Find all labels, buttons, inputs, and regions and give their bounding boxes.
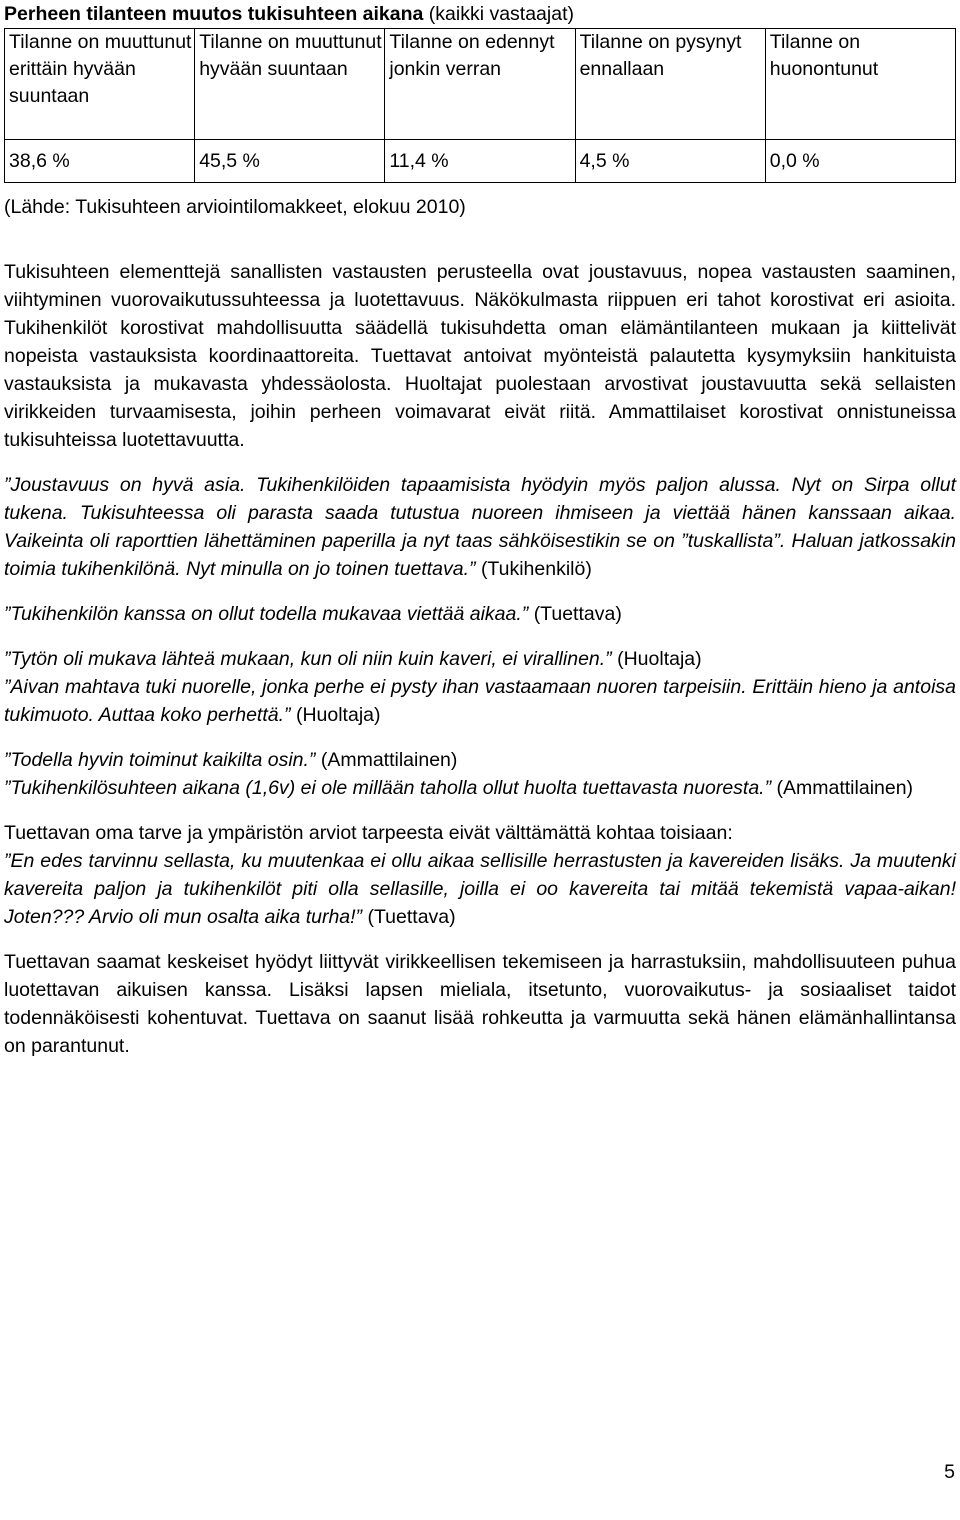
table-title-note: (kaikki vastaajat) <box>428 3 574 25</box>
paragraph-2-intro: Tuettavan oma tarve ja ympäristön arviot tarpeesta eivät välttämättä kohtaa toisiaan: <box>4 821 733 844</box>
quote-tuettava-2 <box>4 847 956 931</box>
quote-huoltaja-2 <box>4 673 956 729</box>
quote-speaker: (Huoltaja) <box>617 647 702 670</box>
quote-text: ”Tukihenkilön kanssa on ollut todella mukavaa viettää aikaa.” <box>4 602 529 625</box>
paragraph-1: Tukisuhteen elementtejä sanallisten vastausten perusteella ovat joustavuus, nopea vastausten saaminen, viihtyminen vuorovaikutussuhteessa ja luotettavuus. Näkökulmasta riippuen eri tahot korostivat eri asioita. Tukihenkilöt korostivat mahdollisuutta säädellä tukisuhdetta oman elämäntilanteen mukaan ja kiittelivät nopeista vastauksista koordinaattoreita. Tuettavat antoivat myönteistä palautetta kysymyksiin hankituista vastauksista ja mukavasta yhdessäolosta. Huoltajat puolestaan arvostivat joustavuutta sekä sellaisten virikkeiden turvaamisesta, joihin perheen voimavarat eivät riitä. Ammattilaiset korostivat onnistuneissa tukisuhteissa luotettavuutta. <box>4 260 956 451</box>
table-header-cell: Tilanne on muuttunut erittäin hyvään suuntaan <box>5 29 195 140</box>
table-header-cell: Tilanne on huonontunut <box>765 29 955 140</box>
quote-text: ”En edes tarvinnu sellasta, ku muutenkaa ei ollu aikaa sellisille herrastusten ja kavereiden lisäks. Ja muutenki kavereita paljon ja tukihenkilöt piti olla sellasille, joilla ei oo kavereita tai mitää tekemistä vapaa-aikan! Joten??? Arvio oli mun osalta aika turha!” <box>4 849 956 928</box>
table-caption <box>4 0 956 28</box>
table-value-cell: 4,5 % <box>575 140 765 183</box>
quote-ammattilainen-2 <box>4 774 956 802</box>
quote-speaker: (Ammattilainen) <box>320 748 458 771</box>
paragraph-3: Tuettavan saamat keskeiset hyödyt liittyvät virikkeellisen tekemiseen ja harrastuksiin, mahdollisuuteen puhua luotettavan aikuisen kanssa. Lisäksi lapsen mieliala, itsetunto, vuorovaikutus- ja sosiaaliset taidot todennäköisesti kohentuvat. Tuettava on saanut lisää rohkeutta ja varmuutta sekä hänen elämänhallintansa on parantunut. <box>4 950 956 1057</box>
quote-text: ”Tytön oli mukava lähteä mukaan, kun oli niin kuin kaveri, ei virallinen.” <box>4 647 612 670</box>
table-header-cell: Tilanne on pysynyt ennallaan <box>575 29 765 140</box>
quote-speaker: (Huoltaja) <box>295 703 381 726</box>
source-note: (Lähde: Tukisuhteen arviointilomakkeet, elokuu 2010) <box>4 196 466 218</box>
quote-text: ”Joustavuus on hyvä asia. Tukihenkilöiden tapaamisista hyödyin myös paljon alussa. Nyt on Sirpa ollut tukena. Tukisuhteessa oli parasta saada tutustua nuoreen ihmiseen ja viettää hänen kanssaan aikaa. Vaikeinta oli raporttien lähettäminen paperilla ja nyt taas sähköisestikin se on ”tuskallista”. Haluan jatkossakin toimia tukihenkilönä. Nyt minulla on jo toinen tuettava.” <box>4 473 956 580</box>
table-value-cell: 38,6 % <box>5 140 195 183</box>
quote-tuettava <box>4 600 956 628</box>
document-page <box>4 0 956 1060</box>
quote-text: ”Tukihenkilösuhteen aikana (1,6v) ei ole millään taholla ollut huolta tuettavasta nuoresta.” <box>4 776 772 799</box>
table-value-cell: 11,4 % <box>385 140 575 183</box>
quote-text: ”Aivan mahtava tuki nuorelle, jonka perhe ei pysty ihan vastaamaan nuoren tarpeisiin. Erittäin hieno ja antoisa tukimuoto. Auttaa koko perhettä.” <box>4 675 956 726</box>
quote-ammattilainen-1 <box>4 746 956 774</box>
table-header-row <box>5 29 956 140</box>
quote-tukihenkilo <box>4 471 956 583</box>
table-value-cell: 45,5 % <box>195 140 385 183</box>
table-header-cell: Tilanne on muuttunut hyvään suuntaan <box>195 29 385 140</box>
quote-speaker: (Tuettava) <box>533 602 622 625</box>
table-header-cell: Tilanne on edennyt jonkin verran <box>385 29 575 140</box>
quote-huoltaja-1 <box>4 645 956 673</box>
quote-speaker: (Ammattilainen) <box>776 776 914 799</box>
table-title: Perheen tilanteen muutos tukisuhteen aikana <box>4 3 424 25</box>
table-value-row <box>5 140 956 183</box>
results-table <box>4 28 956 183</box>
quote-text: ”Todella hyvin toiminut kaikilta osin.” <box>4 748 316 771</box>
quote-speaker: (Tuettava) <box>367 905 456 928</box>
table-value-cell: 0,0 % <box>765 140 955 183</box>
quote-speaker: (Tukihenkilö) <box>480 557 592 580</box>
page-number: 5 <box>944 1461 955 1483</box>
